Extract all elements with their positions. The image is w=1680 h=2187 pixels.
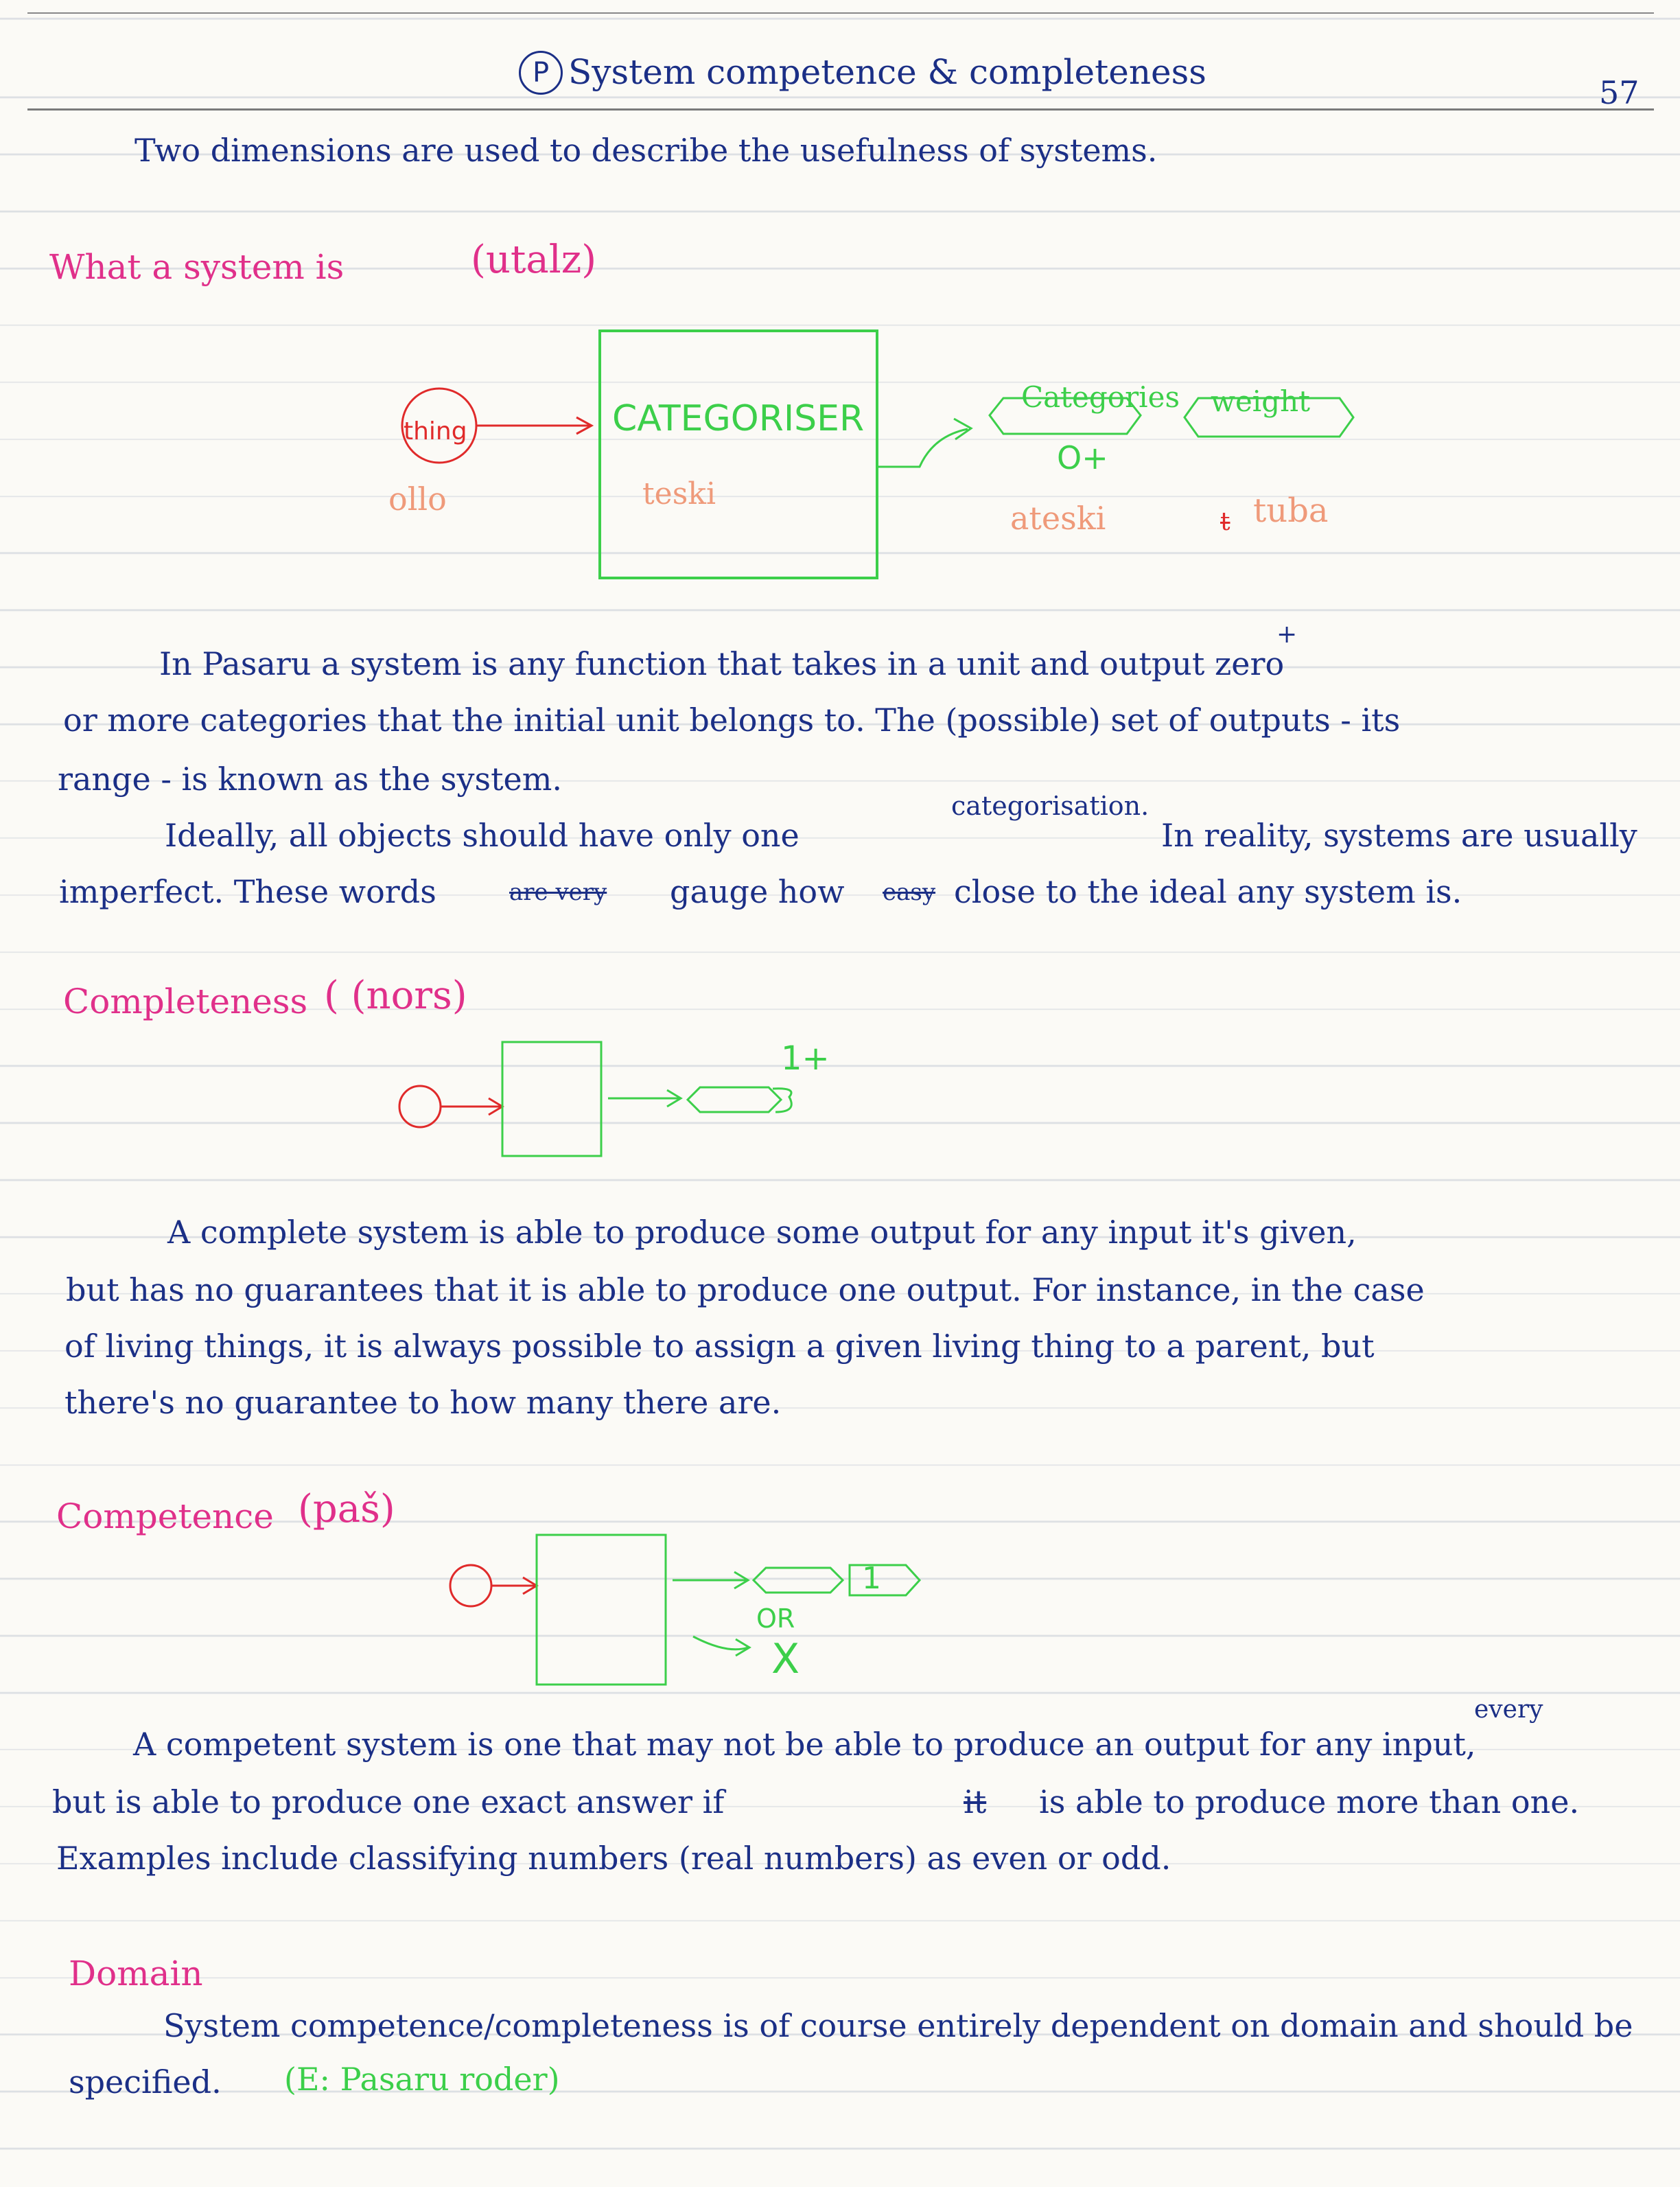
output-arrow <box>878 429 968 467</box>
domain-note: (E: Pasaru roder) <box>284 2061 560 2098</box>
diagram-teski-label: teski <box>642 476 716 511</box>
page-title: System competence & completeness <box>568 52 1206 92</box>
heading-domain: Domain <box>69 1954 203 1993</box>
completeness-box <box>502 1042 601 1156</box>
para2-line1b: In reality, systems are usually <box>1161 817 1637 854</box>
completeness-input-circle <box>399 1086 441 1127</box>
completeness-para-line1: A complete system is able to produce some output for any input it's given, <box>167 1214 1357 1251</box>
competence-para-line2a: but is able to produce one exact answer if <box>52 1783 725 1820</box>
heading-completeness: Completeness <box>63 982 308 1021</box>
competence-input-circle <box>450 1565 491 1606</box>
competence-box <box>537 1535 666 1685</box>
diagram-zero-plus-label: O+ <box>1057 439 1108 476</box>
native-term-utalz: (utalz) <box>471 238 597 282</box>
diagram-ollo-label: ollo <box>388 481 447 518</box>
diagram-thing-label: thing <box>404 417 467 445</box>
para2-line2a: imperfect. These words <box>59 873 436 910</box>
competence-para-above: every <box>1474 1696 1543 1724</box>
header-rule <box>27 108 1654 111</box>
native-term-nors: ( (nors) <box>324 973 467 1018</box>
domain-para-line1: System competence/completeness is of course entirely dependent on domain and should be <box>163 2007 1633 2044</box>
domain-para-line2: specified. <box>69 2063 222 2101</box>
para1-line2: or more categories that the initial unit belongs to. The (possible) set of outputs - its <box>63 702 1401 739</box>
para1-line1: In Pasaru a system is any function that takes in a unit and output zero <box>159 645 1285 682</box>
categoriser-diagram <box>371 316 1359 590</box>
para1-line3: range - is known as the system. <box>58 761 563 798</box>
diagram-weight-label: weight <box>1211 384 1311 418</box>
competence-para-struck: it <box>964 1783 987 1820</box>
competence-output-hexagon <box>754 1568 843 1593</box>
para2-struck-1: are very <box>509 879 607 906</box>
para2-line2b: gauge how <box>670 873 845 910</box>
completeness-diagram-label: 1+ <box>781 1039 830 1078</box>
completeness-para-line4: there's no guarantee to how many there are. <box>65 1384 782 1421</box>
para2-line1a: Ideally, all objects should have only one <box>165 817 800 854</box>
diagram-categories-label: Categories <box>1021 380 1180 414</box>
competence-diagram-x: X <box>771 1635 800 1683</box>
title-badge: P <box>519 51 563 95</box>
diagram-t-prefix: t <box>1220 508 1230 536</box>
diagram-ateski-label: ateski <box>1010 500 1106 537</box>
heading-what-a-system-is: What a system is <box>49 247 345 287</box>
completeness-para-line2: but has no guarantees that it is able to produce one output. For instance, in the case <box>66 1271 1425 1308</box>
para2-struck-2: easy <box>883 879 936 906</box>
para2-above-word: categorisation. <box>951 791 1150 821</box>
competence-para-line2b: is able to produce more than one. <box>1039 1783 1580 1820</box>
competence-diagram-or: OR <box>756 1604 795 1634</box>
para1-sup: + <box>1276 621 1298 649</box>
diagram-tuba-label: tuba <box>1253 491 1329 530</box>
intro-text: Two dimensions are used to describe the usefulness of systems. <box>135 132 1158 169</box>
diagram-categoriser-label: CATEGORISER <box>612 398 865 439</box>
competence-para-line3: Examples include classifying numbers (real numbers) as even or odd. <box>56 1840 1171 1877</box>
para2-line2c: close to the ideal any system is. <box>954 873 1462 910</box>
completeness-output-hexagon <box>688 1087 781 1112</box>
competence-para-line1: A competent system is one that may not be able to produce an output for any input, <box>133 1726 1476 1763</box>
competence-one-tag <box>850 1565 920 1595</box>
top-rule <box>27 12 1654 14</box>
native-term-pas: (paš) <box>298 1487 395 1531</box>
page-number: 57 <box>1599 74 1640 111</box>
competence-diagram-label: 1 <box>862 1561 881 1596</box>
heading-competence: Competence <box>56 1496 274 1536</box>
categoriser-box <box>600 331 877 578</box>
competence-diagram <box>439 1524 933 1702</box>
completeness-para-line3: of living things, it is always possible to assign a given living thing to a parent, but <box>65 1328 1375 1365</box>
